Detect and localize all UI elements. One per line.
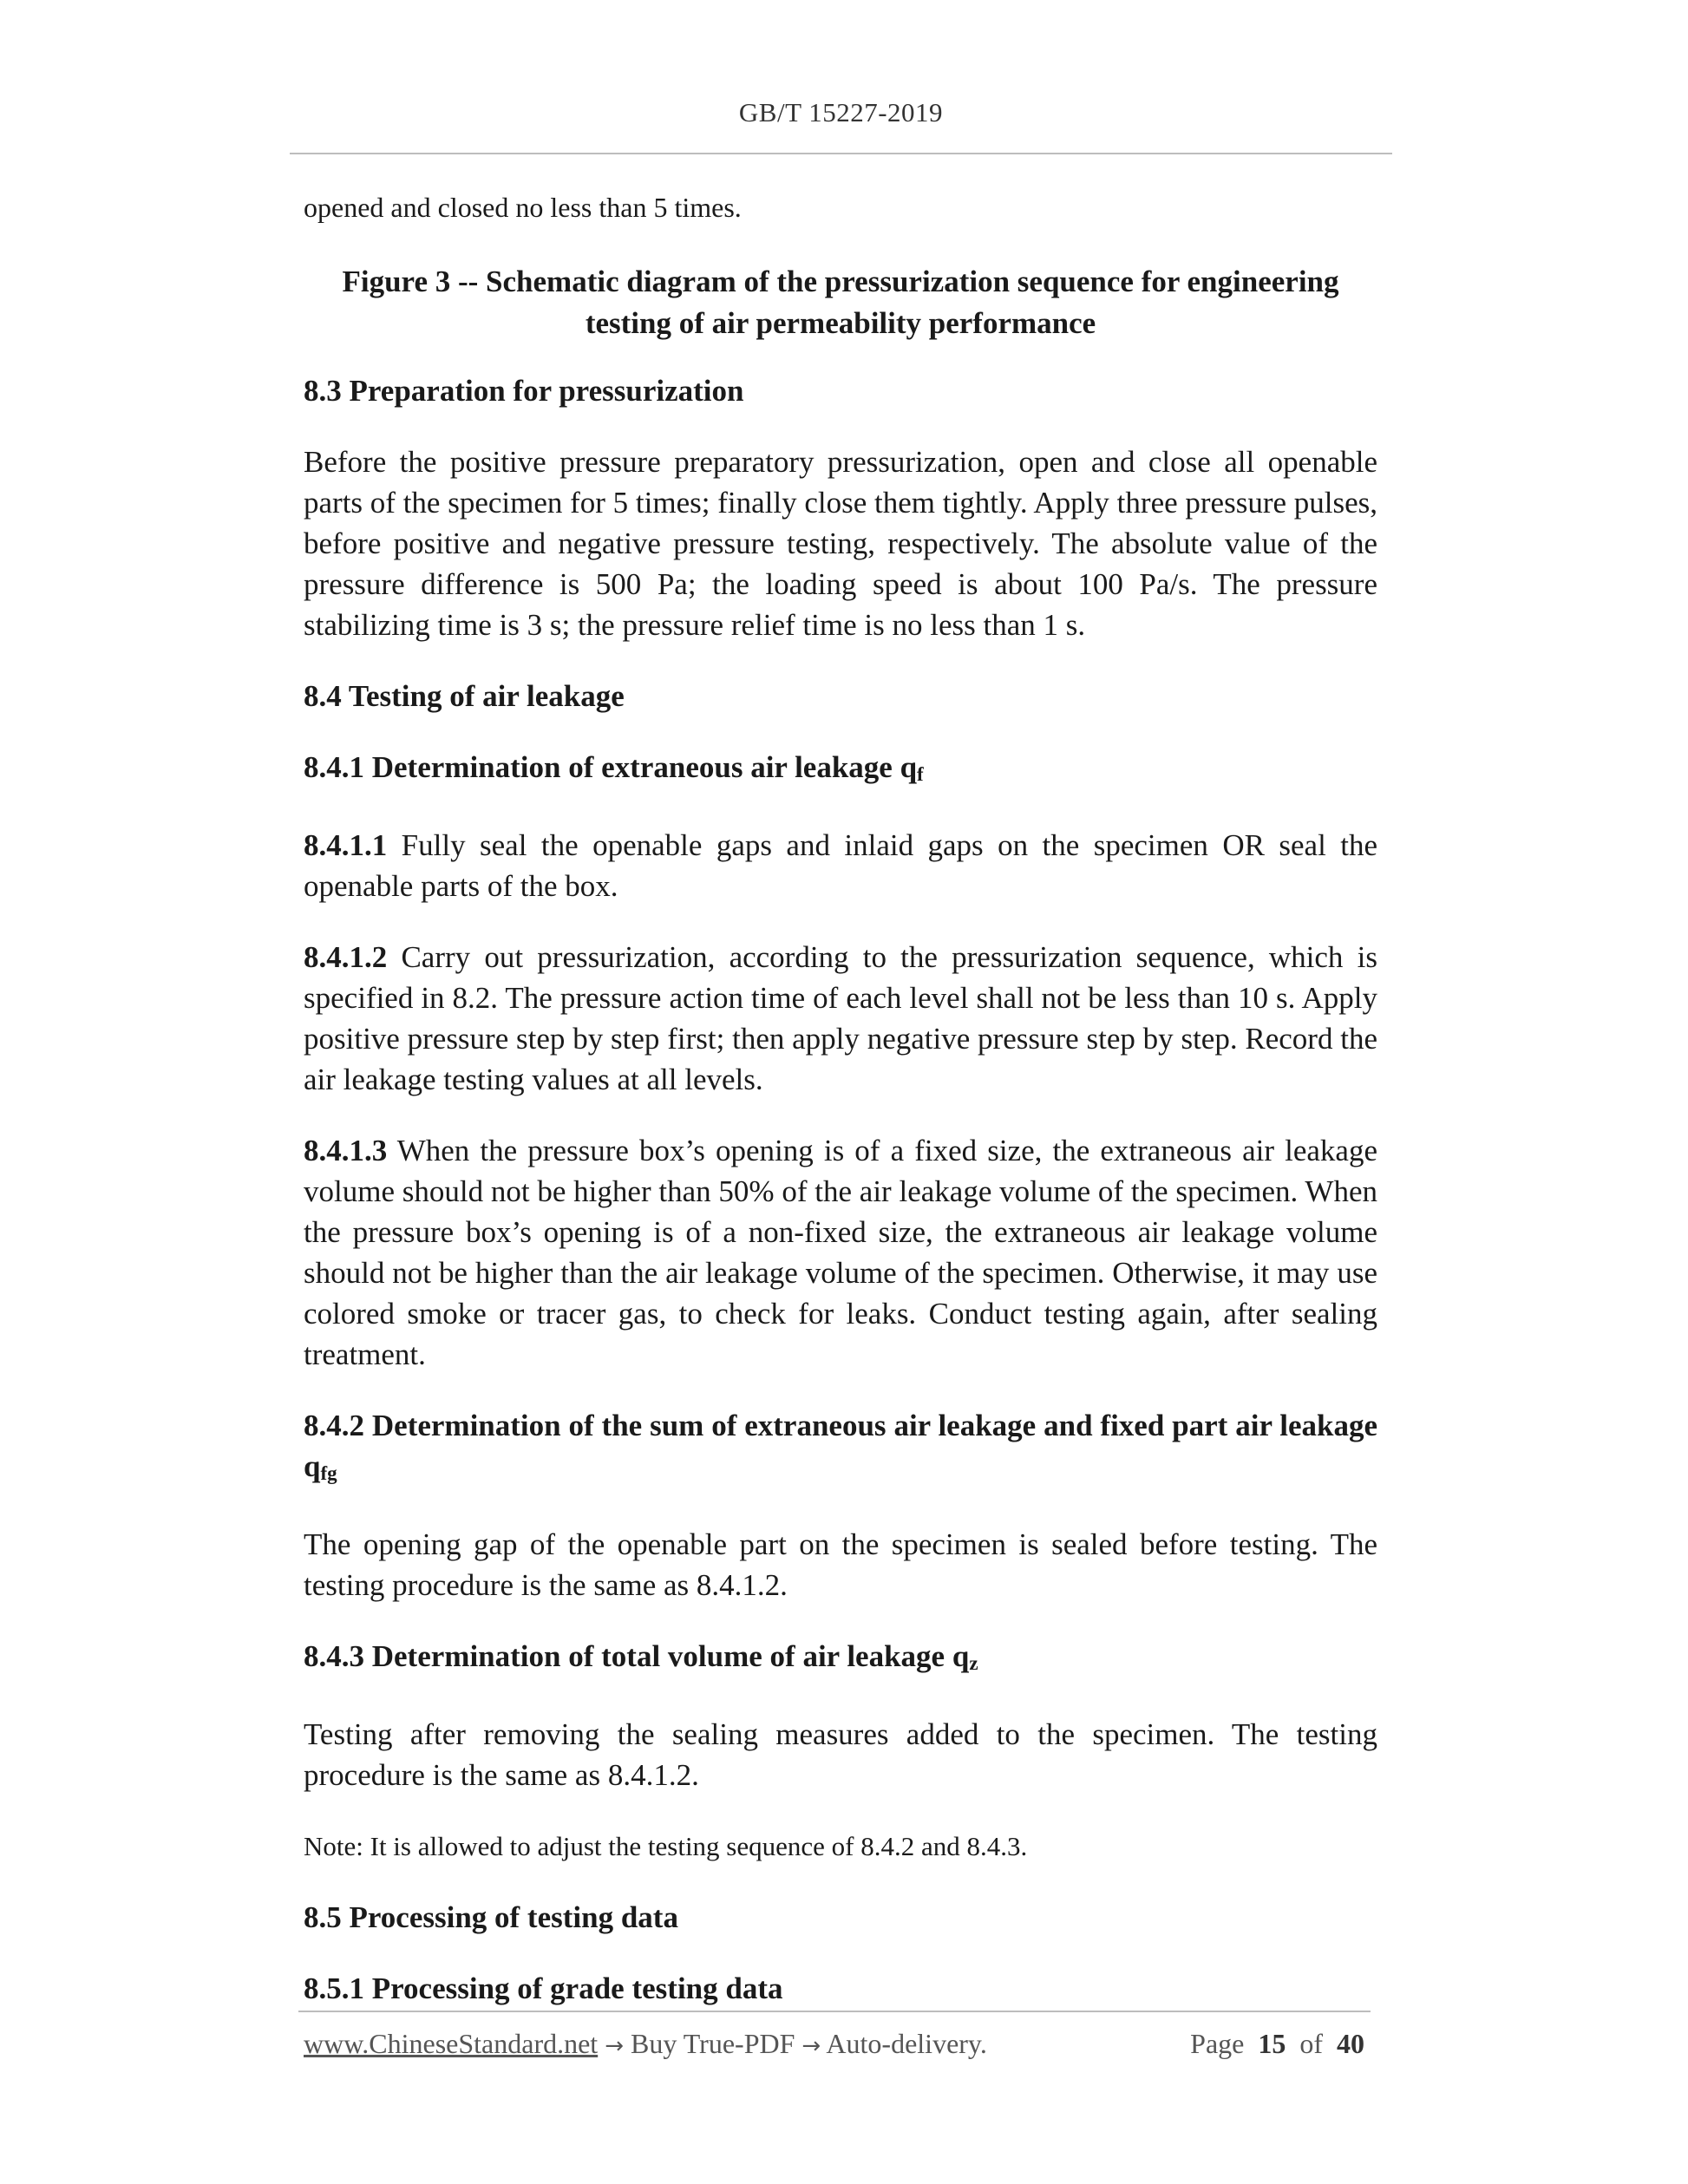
clause-number: 8.4.1.1 <box>304 828 388 862</box>
clause-number: 8.4.1.2 <box>304 940 388 974</box>
clause-8-4-1-3 <box>304 1130 1377 1375</box>
section-8-4-3-heading <box>304 1636 1377 1684</box>
clause-text: When the pressure box’s opening is of a fixed size, the extraneous air leakage volume should not be higher than 50% of the air leakage volume of the specimen. When the pressure box’s opening is of a non-fixed size, the extraneous air leakage volume should not be higher than the air leakage volume of the specimen. Otherwise, it may use colored smoke or tracer gas, to check for leaks. Conduct testing again, after sealing treatment. <box>304 1134 1377 1371</box>
page-content <box>304 187 1377 2039</box>
footer-divider <box>298 2011 1371 2012</box>
footer-promo <box>304 2028 987 2060</box>
section-8-4-2-heading <box>304 1405 1377 1494</box>
figure-caption <box>304 261 1377 344</box>
continuation-text: opened and closed no less than 5 times. <box>304 192 742 223</box>
arrow-right-icon: → <box>801 2033 821 2059</box>
page-current: 15 <box>1258 2028 1286 2059</box>
subscript-fg: fg <box>320 1462 337 1484</box>
section-8-4-2-heading-text: 8.4.2 Determination of the sum of extraneous air leakage and fixed part air leakage q <box>304 1409 1377 1483</box>
section-8-3-heading: 8.3 Preparation for pressurization <box>304 374 744 408</box>
header-divider <box>290 153 1392 154</box>
clause-8-4-1-2 <box>304 937 1377 1100</box>
section-8-5-heading: 8.5 Processing of testing data <box>304 1900 678 1934</box>
document-code-header: GB/T 15227-2019 <box>738 97 944 128</box>
section-8-4-1-heading <box>304 747 1377 794</box>
page-total: 40 <box>1337 2028 1364 2059</box>
figure-caption-line1: Figure 3 -- Schematic diagram of the pressurization sequence for engineering <box>342 265 1339 298</box>
page-of-label: of <box>1299 2028 1323 2059</box>
section-8-4-3-heading-text: 8.4.3 Determination of total volume of air leakage q <box>304 1639 970 1673</box>
section-8-4-2-text: The opening gap of the openable part on the specimen is sealed before testing. The testing procedure is the same as 8.4.1.2. <box>304 1527 1377 1602</box>
website-link[interactable]: www.ChineseStandard.net <box>304 2028 599 2059</box>
figure-caption-line2: testing of air permeability performance <box>585 306 1096 340</box>
section-8-4-3-text: Testing after removing the sealing measures added to the specimen. The testing procedure is the same as 8.4.1.2. <box>304 1717 1377 1792</box>
arrow-right-icon: → <box>605 2033 624 2059</box>
section-8-4-1-heading-text: 8.4.1 Determination of extraneous air leakage q <box>304 750 918 784</box>
page-label: Page <box>1190 2028 1245 2059</box>
section-8-3-text: Before the positive pressure preparatory pressurization, open and close all openable parts of the specimen for 5 times; finally close them tightly. Apply three pressure pulses, before positive and negative pressure testing, respectively. The absolute value of the pressure difference is 500 Pa; the loading speed is about 100 Pa/s. The pressure stabilizing time is 3 s; the pressure relief time is no less than 1 s. <box>304 445 1378 642</box>
section-8-5-1-heading: 8.5.1 Processing of grade testing data <box>304 1971 783 2005</box>
clause-text: Carry out pressurization, according to the pressurization sequence, which is specified in 8.2. The pressure action time of each level shall not be less than 10 s. Apply positive pressure step by step first; then apply negative pressure step by step. Record the air leakage testing values at all levels. <box>304 940 1377 1096</box>
auto-delivery-text: Auto-delivery. <box>826 2028 987 2059</box>
buy-true-pdf-text: Buy True-PDF <box>630 2028 795 2059</box>
clause-text: Fully seal the openable gaps and inlaid gaps on the specimen OR seal the openable parts of the box. <box>304 828 1377 903</box>
clause-number: 8.4.1.3 <box>304 1134 388 1167</box>
subscript-f: f <box>917 763 924 785</box>
clause-8-4-1-1 <box>304 825 1377 906</box>
note-text: Note: It is allowed to adjust the testing sequence of 8.4.2 and 8.4.3. <box>304 1831 1028 1861</box>
section-8-4-heading: 8.4 Testing of air leakage <box>304 679 625 713</box>
subscript-z: z <box>969 1652 978 1674</box>
page-number <box>1190 2028 1364 2060</box>
